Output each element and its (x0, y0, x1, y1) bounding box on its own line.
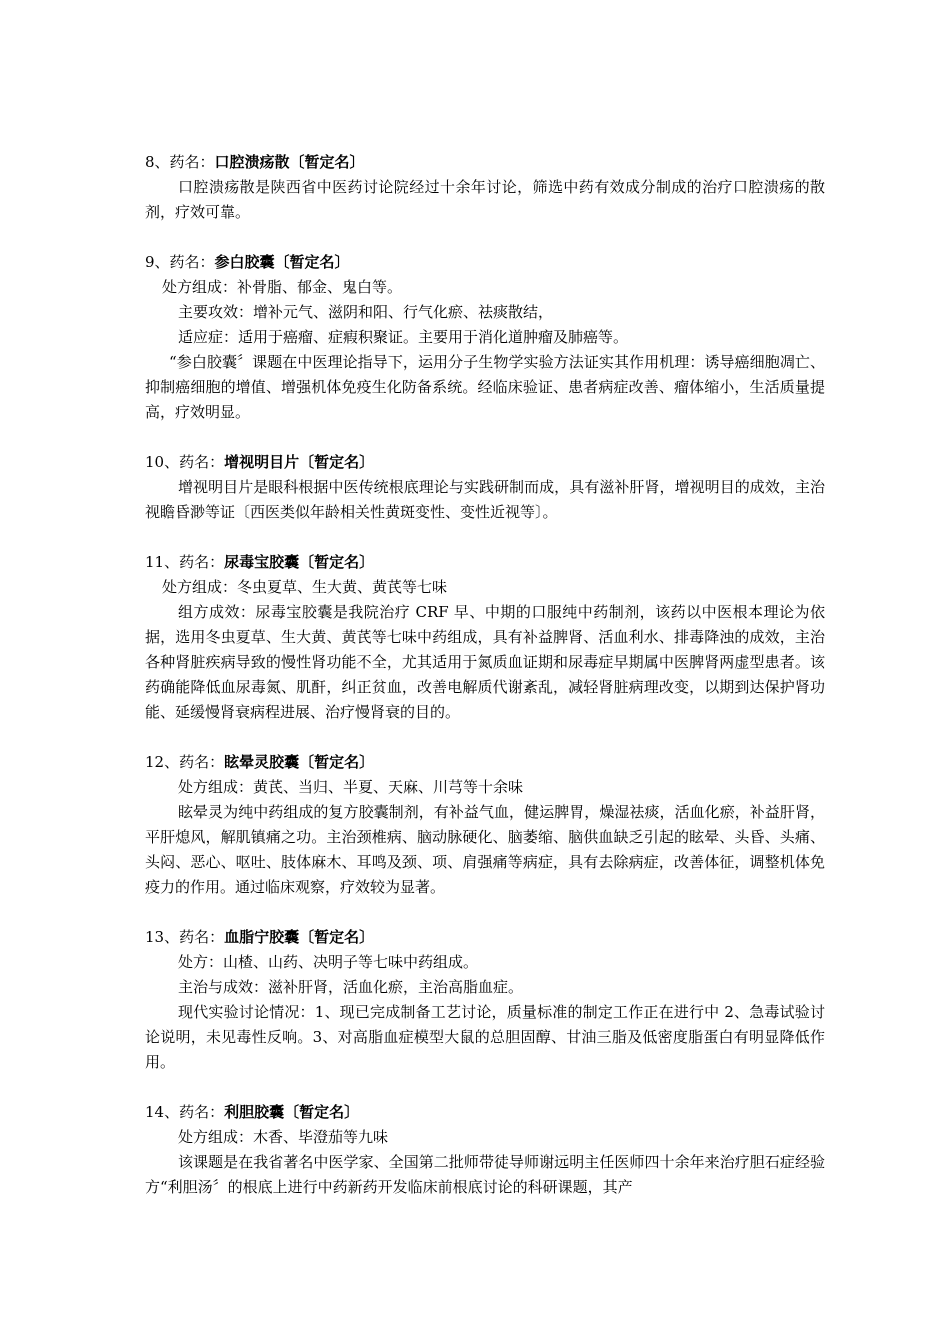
entry-number: 13、药名： (145, 928, 225, 946)
entry-paragraph: 处方组成：冬虫夏草、生大黄、黄芪等七味 (162, 578, 448, 596)
entry-paragraph: 现代实验讨论情况：1、现已完成制备工艺讨论，质量标准的制定工作正在进行中 2、急毒试验讨论说明，未见毒性反响。3、对高脂血症模型大鼠的总胆固醇、甘油三脂及低密度脂蛋白有明显降低作用。 (145, 1003, 825, 1071)
drug-entry (145, 925, 825, 1075)
entry-number: 11、药名： (145, 553, 225, 571)
entry-number: 14、药名： (145, 1103, 225, 1121)
entry-paragraph: 眩晕灵为纯中药组成的复方胶囊制剂，有补益气血，健运脾胃，燥湿祛痰，活血化瘀，补益肝肾，平肝熄风，解肌镇痛之功。主治颈椎病、脑动脉硬化、脑萎缩、脑供血缺乏引起的眩晕、头昏、头痛、头闷、恶心、呕吐、肢体麻木、耳鸣及颈、项、肩强痛等病症，具有去除病症，改善体征，调整机体免疫力的作用。通过临床观察，疗效较为显著。 (145, 803, 825, 896)
entry-paragraph: 适应症：适用于癌瘤、症瘕积聚证。主要用于消化道肿瘤及肺癌等。 (178, 328, 629, 346)
entry-number: 9、药名： (145, 253, 215, 271)
drug-name: 利胆胶囊〔暂定名〕 (224, 1103, 360, 1121)
entry-paragraph: 处方组成：木香、毕澄茄等九味 (178, 1128, 389, 1146)
drug-name: 参白胶囊〔暂定名〕 (214, 253, 350, 271)
entry-heading (145, 250, 825, 275)
entry-paragraph: 处方：山楂、山药、决明子等七味中药组成。 (178, 953, 479, 971)
entry-heading (145, 550, 825, 575)
entry-heading (145, 750, 825, 775)
entry-heading (145, 1100, 825, 1125)
entry-heading (145, 925, 825, 950)
entry-paragraph: 口腔溃疡散是陕西省中医药讨论院经过十余年讨论，筛选中药有效成分制成的治疗口腔溃疡的散剂，疗效可靠。 (145, 178, 825, 221)
document-body (145, 150, 825, 1225)
entry-paragraph: 处方组成：补骨脂、郁金、鬼白等。 (162, 278, 403, 296)
drug-entry (145, 750, 825, 900)
entry-paragraph: 增视明目片是眼科根据中医传统根底理论与实践研制而成，具有滋补肝肾，增视明目的成效，主治视瞻昏渺等证〔西医类似年龄相关性黄斑变性、变性近视等〕。 (145, 478, 825, 521)
drug-entry (145, 550, 825, 725)
drug-entry (145, 150, 825, 225)
drug-entry (145, 450, 825, 525)
entry-heading (145, 150, 825, 175)
drug-name: 尿毒宝胶囊〔暂定名〕 (224, 553, 375, 571)
entry-number: 12、药名： (145, 753, 225, 771)
entry-paragraph: 处方组成：黄芪、当归、半夏、天麻、川芎等十余味 (178, 778, 524, 796)
drug-name: 眩晕灵胶囊〔暂定名〕 (224, 753, 375, 771)
drug-entry (145, 250, 825, 425)
entry-paragraph: 主治与成效：滋补肝肾，活血化瘀，主治高脂血症。 (178, 978, 524, 996)
entry-paragraph: 组方成效：尿毒宝胶囊是我院治疗 CRF 早、中期的口服纯中药制剂，该药以中医根本理论为依据，选用冬虫夏草、生大黄、黄芪等七味中药组成，具有补益脾肾、活血利水、排毒降浊的成效，主治各种肾脏疾病导致的慢性肾功能不全，尤其适用于氮质血证期和尿毒症早期属中医脾肾两虚型患者。该药确能降低血尿毒氮、肌酐，纠正贫血，改善电解质代谢紊乱，减轻肾脏病理改变，以期到达保护肾功能、延缓慢肾衰病程进展、治疗慢肾衰的目的。 (145, 603, 825, 721)
drug-name: 增视明目片〔暂定名〕 (224, 453, 375, 471)
entry-heading (145, 450, 825, 475)
entry-number: 8、药名： (145, 153, 215, 171)
entry-paragraph: “参白胶囊〞课题在中医理论指导下，运用分子生物学实验方法证实其作用机理：诱导癌细胞凋亡、抑制癌细胞的增值、增强机体免疫生化防备系统。经临床验证、患者病症改善、瘤体缩小，生活质量提高，疗效明显。 (145, 353, 825, 421)
entry-number: 10、药名： (145, 453, 225, 471)
drug-entry (145, 1100, 825, 1200)
drug-name: 口腔溃疡散〔暂定名〕 (214, 153, 365, 171)
entry-paragraph: 该课题是在我省著名中医学家、全国第二批师带徒导师谢远明主任医师四十余年来治疗胆石症经验方“利胆汤〞的根底上进行中药新药开发临床前根底讨论的科研课题，其产 (145, 1153, 825, 1196)
entry-paragraph: 主要攻效：增补元气、滋阴和阳、行气化瘀、祛痰散结， (178, 303, 554, 321)
drug-name: 血脂宁胶囊〔暂定名〕 (224, 928, 375, 946)
